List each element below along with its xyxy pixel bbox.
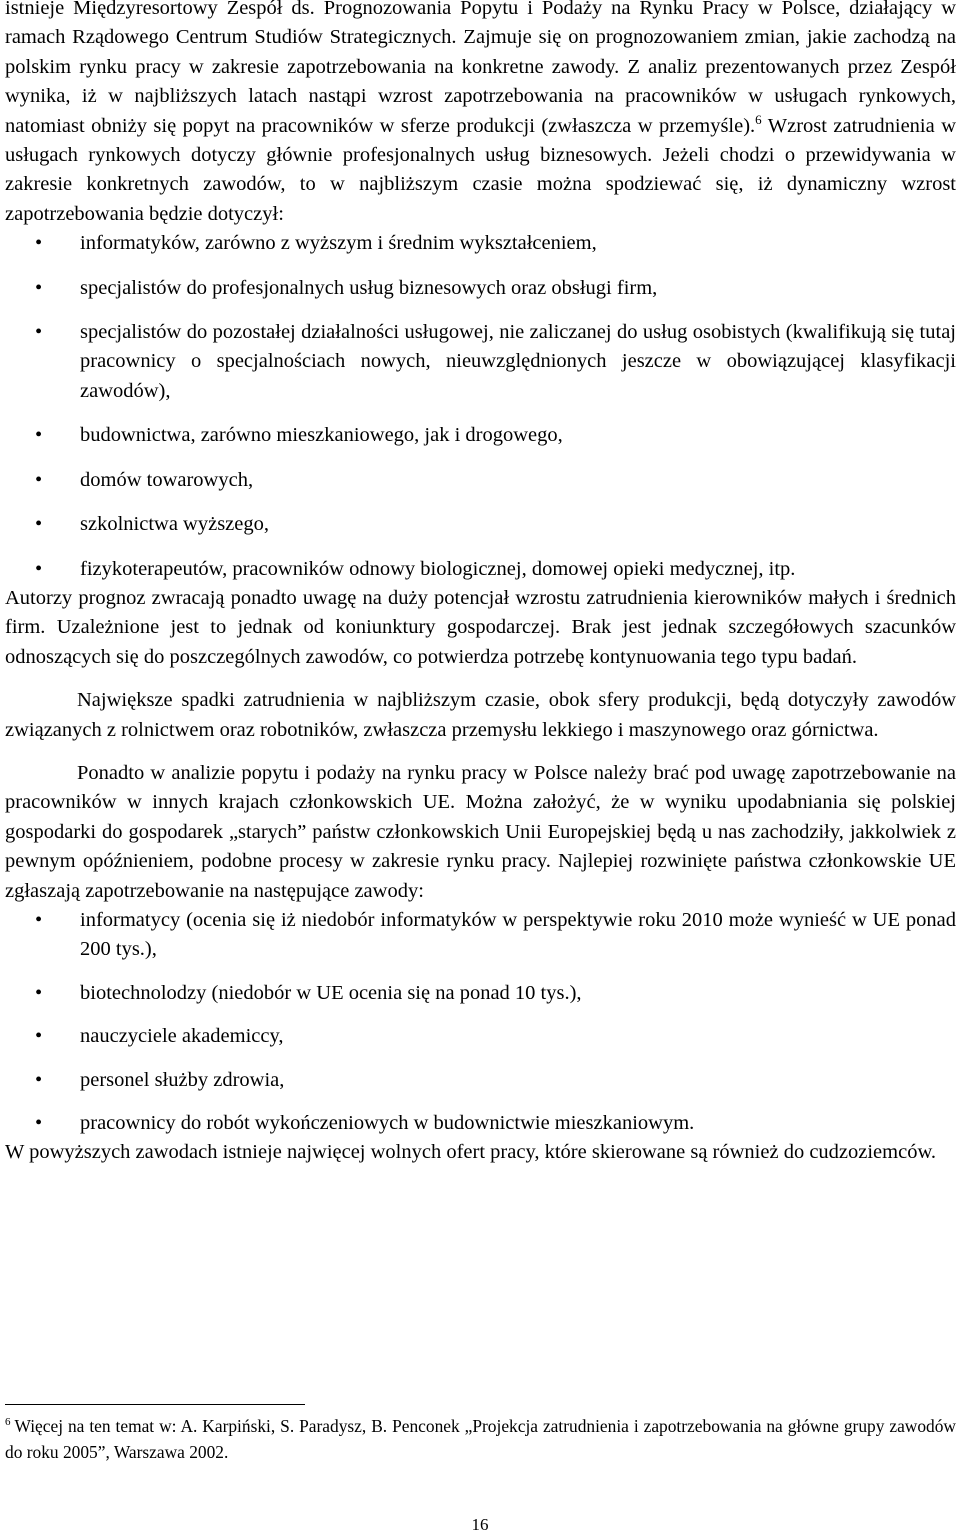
paragraph-eu: Ponadto w analizie popytu i podaży na rynku pracy w Polsce należy brać pod uwagę zapotrzebowanie na pracowników w innych krajach członkowskich UE. Można założyć, że w wyniku upodabniania się polskiej gospodarki do gospodarek „starych” państw członkowskich Unii Europejskiej będą u nas zachodziły, jakkolwiek z pewnym opóźnieniem, podobne procesy w zakresie rynku pracy. Najlepiej rozwinięte państwa członkowskie UE zgłaszają zapotrzebowanie na następujące zawody: (5, 761, 956, 902)
list-item: • informatycy (ocenia się iż niedobór informatyków w perspektywie roku 2010 może wynieść w UE ponad 200 tys.), (5, 906, 956, 965)
list-item: • specjalistów do profesjonalnych usług biznesowych oraz obsługi firm, (5, 274, 956, 303)
footnote-reference: 6 (755, 111, 762, 127)
list-item: • personel służby zdrowia, (5, 1066, 956, 1095)
list-item: • informatyków, zarówno z wyższym i średnim wykształceniem, (5, 229, 956, 258)
list-item: • specjalistów do pozostałej działalności usługowej, nie zaliczanej do usług osobistych (kwalifikują się tutaj pracownicy o specjalnościach nowych, nieuwzględnionych jeszcze w obowiązującej klasyfikacji zawodów), (5, 318, 956, 406)
page-body (5, 0, 956, 1168)
footnote (5, 1413, 956, 1465)
paragraph-declines: Największe spadki zatrudnienia w najbliższym czasie, obok sfery produkcji, będą dotyczyły zawodów związanych z rolnictwem oraz robotników, zwłaszcza przemysłu lekkiego i maszynowego oraz górnictwa. (5, 689, 956, 741)
list-item: • szkolnictwa wyższego, (5, 510, 956, 539)
intro-text-part1: istnieje Międzyresortowy Zespół ds. Prognozowania Popytu i Podaży na Rynku Pracy w Polsce, działający w ramach Rządowego Centrum Studiów Strategicznych. Zajmuje się on prognozowaniem zmian, jakie zachodzą na polskim rynku pracy w zakresie zapotrzebowania na konkretne zawody. Z analiz prezentowanych przez Zespół wynika, iż w najbliższych latach nastąpi wzrost zapotrzebowania na pracowników w usługach rynkowych, natomiast obniży się popyt na pracowników w sferze produkcji (zwłaszcza w przemyśle). (5, 0, 956, 137)
footnote-separator (5, 1404, 305, 1405)
list-item: • budownictwa, zarówno mieszkaniowego, jak i drogowego, (5, 421, 956, 450)
intro-paragraph (5, 0, 956, 229)
list-item: • fizykoterapeutów, pracowników odnowy biologicznej, domowej opieki medycznej, itp. (5, 555, 956, 584)
page-number: 16 (471, 1515, 489, 1534)
list-item: • nauczyciele akademiccy, (5, 1022, 956, 1051)
intro-text-part2: Wzrost zatrudnienia w usługach rynkowych dotyczy głównie profesjonalnych usług biznesowych. Jeżeli chodzi o przewidywania w zakresie konkretnych zawodów, to w najbliższym czasie można spodziewać się, iż dynamiczny wzrost zapotrzebowania będzie dotyczył: (5, 114, 956, 225)
eu-professions-list (5, 906, 956, 1138)
paragraph-authors: Autorzy prognoz zwracają ponadto uwagę na duży potencjał wzrostu zatrudnienia kierowników małych i średnich firm. Uzależnione jest to jednak od koniunktury gospodarczej. Brak jest jednak szczegółowych szacunków odnoszących się do poszczególnych zawodów, co potwierdza potrzebę kontynuowania tego typu badań. (5, 586, 956, 668)
growth-professions-list (5, 229, 956, 584)
paragraph-final: W powyższych zawodach istnieje najwięcej wolnych ofert pracy, które skierowane są również do cudzoziemców. (5, 1141, 937, 1164)
list-item: • domów towarowych, (5, 466, 956, 495)
list-item: • pracownicy do robót wykończeniowych w budownictwie mieszkaniowym. (5, 1109, 956, 1138)
list-item: • biotechnolodzy (niedobór w UE ocenia się na ponad 10 tys.), (5, 979, 956, 1008)
footnote-number: 6 (5, 1416, 11, 1429)
footnote-text: Więcej na ten temat w: A. Karpiński, S. Paradysz, B. Penconek „Projekcja zatrudnienia i zapotrzebowania na główne grupy zawodów do roku 2005”, Warszawa 2002. (5, 1416, 956, 1462)
